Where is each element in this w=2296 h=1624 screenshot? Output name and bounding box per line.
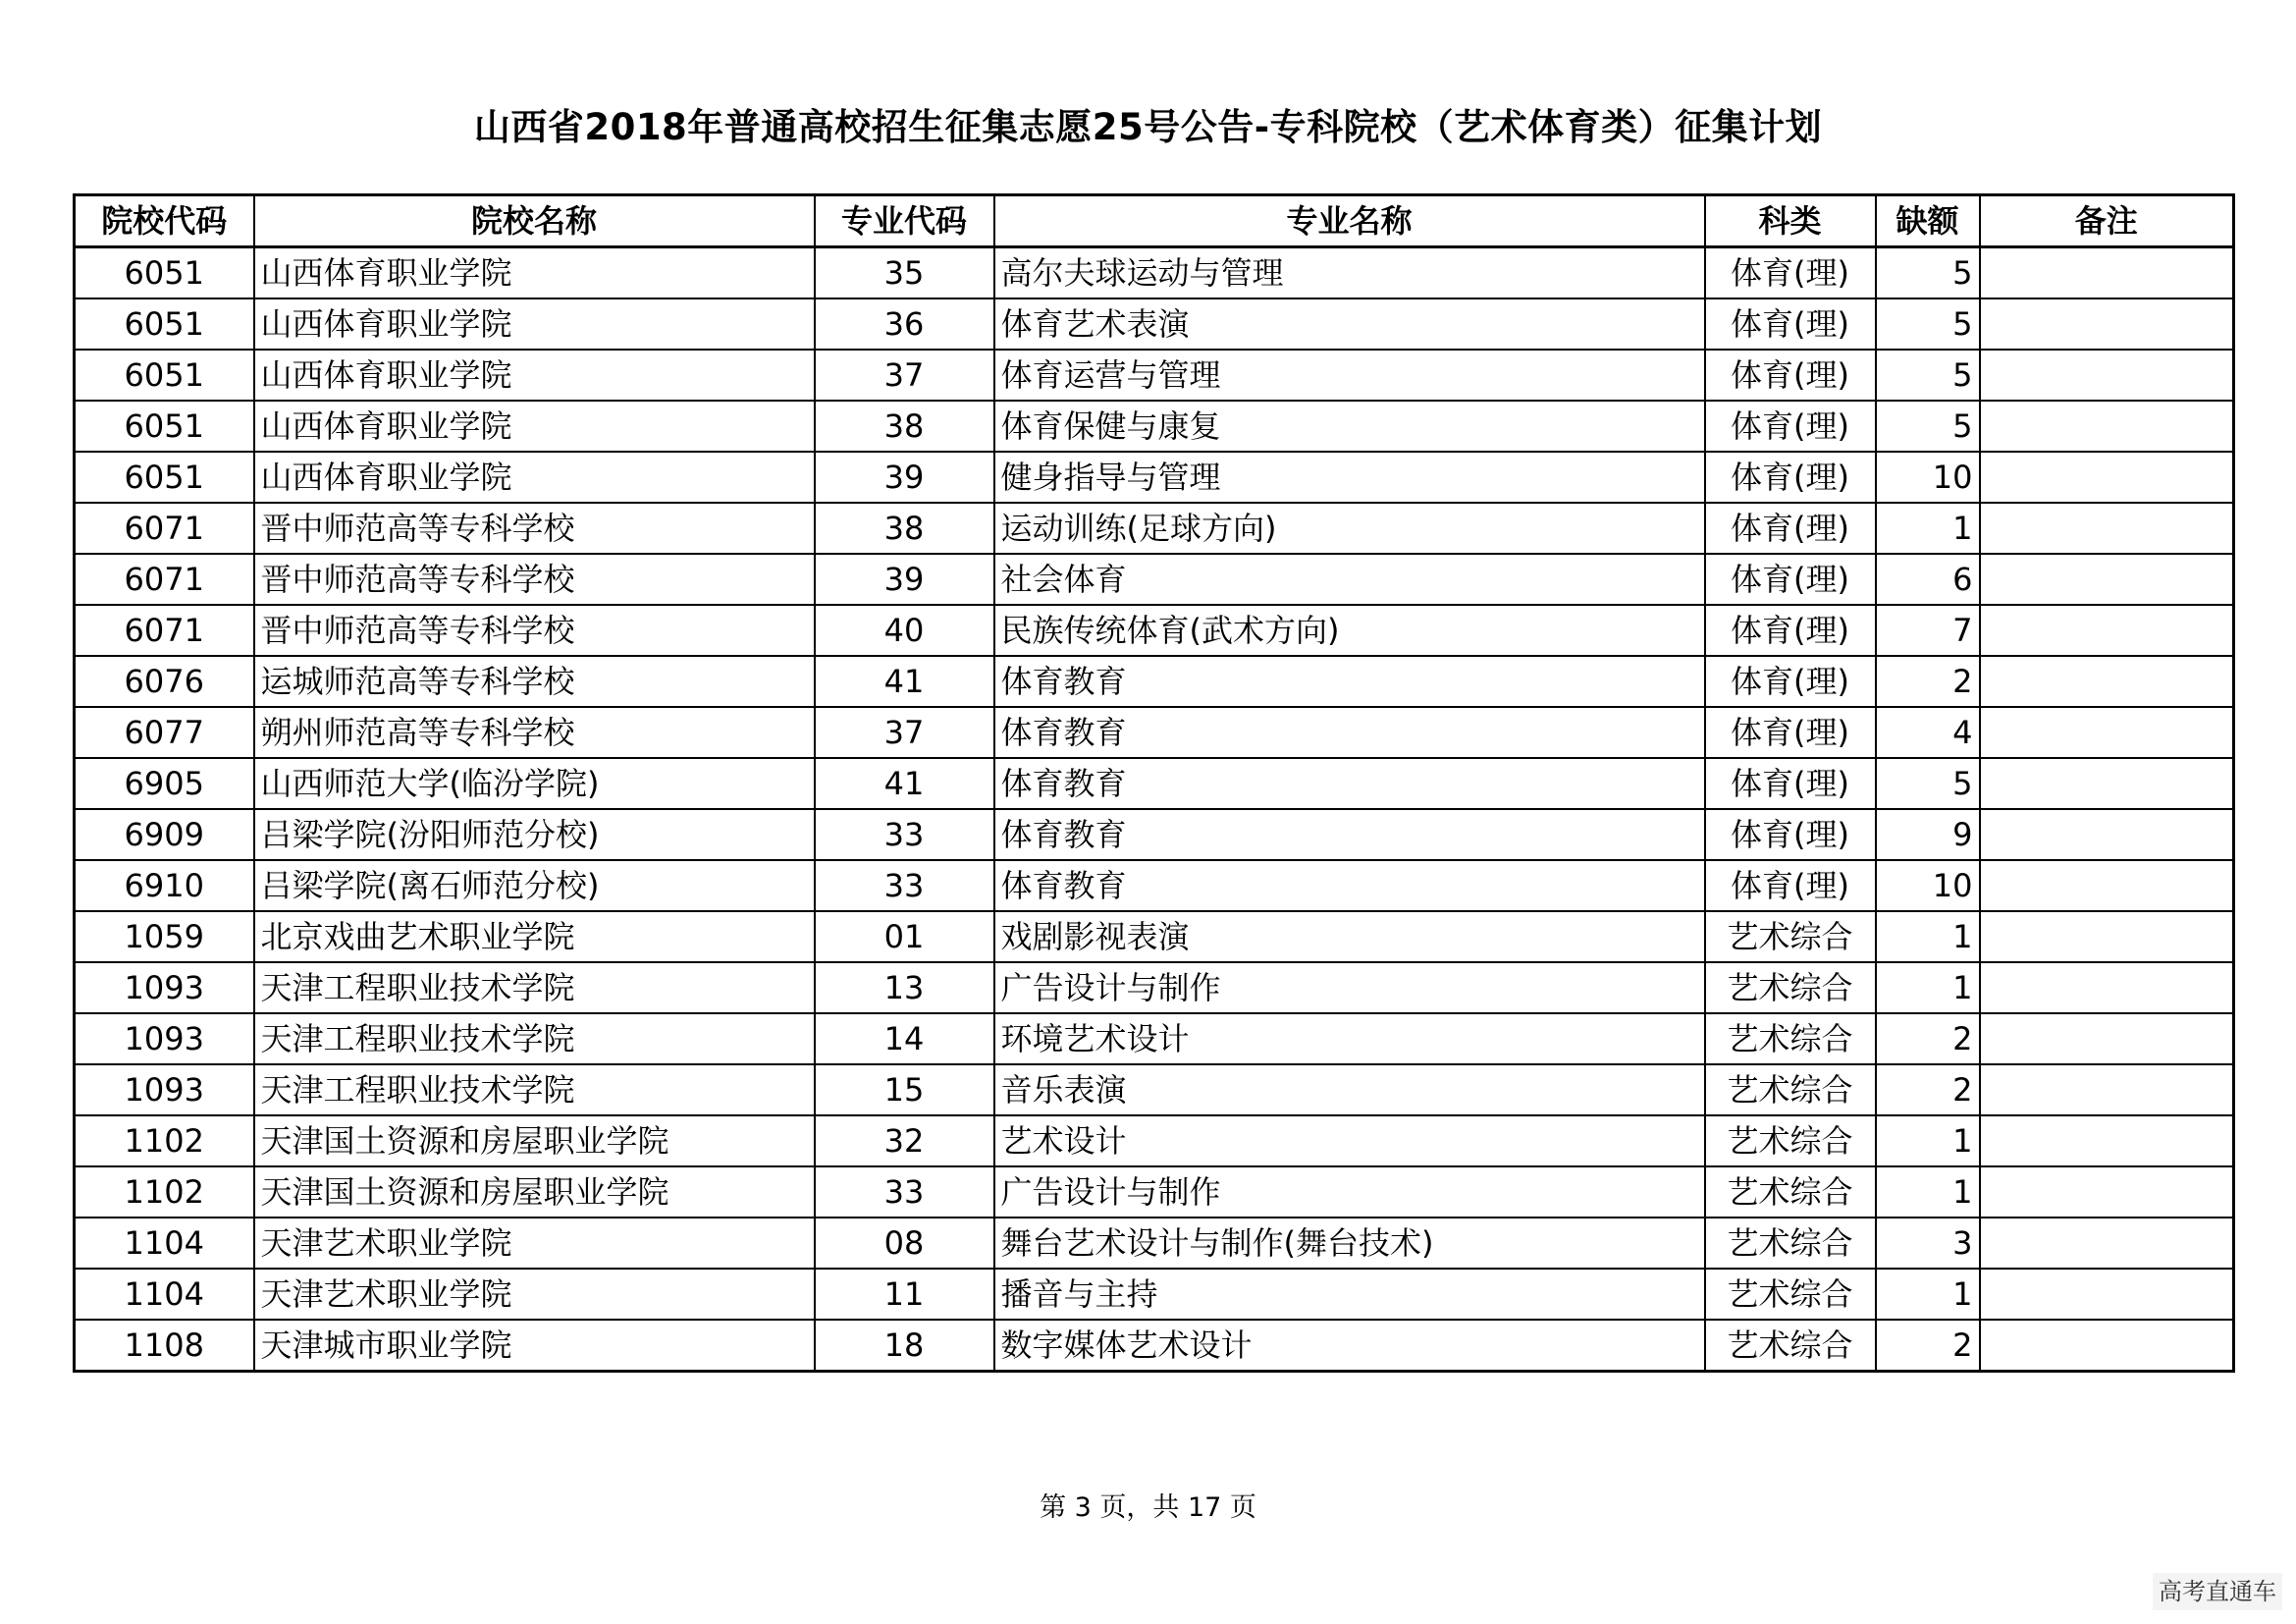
cell-major-code: 01	[815, 911, 994, 962]
cell-school-code: 6910	[75, 860, 254, 911]
cell-school-code: 1104	[75, 1218, 254, 1269]
cell-remarks	[1980, 298, 2234, 350]
cell-category: 体育(理)	[1705, 247, 1876, 299]
cell-major-name: 广告设计与制作	[994, 962, 1705, 1013]
cell-school-code: 6909	[75, 809, 254, 860]
cell-remarks	[1980, 860, 2234, 911]
enrollment-plan-table	[73, 193, 2235, 1373]
header-vacancy: 缺额	[1876, 195, 1980, 247]
cell-school-code: 6071	[75, 503, 254, 554]
cell-major-name: 音乐表演	[994, 1064, 1705, 1115]
table-row	[75, 452, 2234, 503]
cell-category: 体育(理)	[1705, 605, 1876, 656]
cell-major-name: 体育运营与管理	[994, 350, 1705, 401]
cell-school-code: 6051	[75, 452, 254, 503]
cell-category: 体育(理)	[1705, 656, 1876, 707]
cell-category: 体育(理)	[1705, 554, 1876, 605]
cell-school-name: 天津工程职业技术学院	[254, 1013, 815, 1064]
cell-major-code: 18	[815, 1320, 994, 1372]
cell-vacancy: 5	[1876, 350, 1980, 401]
cell-remarks	[1980, 1320, 2234, 1372]
cell-major-name: 体育教育	[994, 758, 1705, 809]
cell-remarks	[1980, 1013, 2234, 1064]
cell-vacancy: 5	[1876, 758, 1980, 809]
page-title: 山西省2018年普通高校招生征集志愿25号公告-专科院校（艺术体育类）征集计划	[473, 106, 1823, 148]
cell-major-name: 体育教育	[994, 707, 1705, 758]
cell-vacancy: 6	[1876, 554, 1980, 605]
cell-remarks	[1980, 758, 2234, 809]
cell-school-name: 天津城市职业学院	[254, 1320, 815, 1372]
table-row	[75, 758, 2234, 809]
cell-remarks	[1980, 554, 2234, 605]
cell-remarks	[1980, 962, 2234, 1013]
cell-major-name: 舞台艺术设计与制作(舞台技术)	[994, 1218, 1705, 1269]
cell-school-code: 6051	[75, 401, 254, 452]
cell-remarks	[1980, 1115, 2234, 1166]
cell-major-code: 08	[815, 1218, 994, 1269]
cell-major-code: 41	[815, 656, 994, 707]
cell-category: 艺术综合	[1705, 1269, 1876, 1320]
cell-school-code: 1102	[75, 1115, 254, 1166]
cell-major-code: 37	[815, 707, 994, 758]
cell-major-code: 15	[815, 1064, 994, 1115]
cell-major-code: 38	[815, 401, 994, 452]
cell-category: 体育(理)	[1705, 758, 1876, 809]
cell-major-code: 11	[815, 1269, 994, 1320]
cell-vacancy: 2	[1876, 1013, 1980, 1064]
cell-school-code: 6071	[75, 605, 254, 656]
cell-vacancy: 3	[1876, 1218, 1980, 1269]
cell-remarks	[1980, 1064, 2234, 1115]
cell-school-name: 晋中师范高等专科学校	[254, 554, 815, 605]
cell-school-code: 1093	[75, 962, 254, 1013]
cell-vacancy: 2	[1876, 1064, 1980, 1115]
cell-remarks	[1980, 1166, 2234, 1218]
cell-vacancy: 2	[1876, 1320, 1980, 1372]
cell-school-code: 6051	[75, 298, 254, 350]
cell-category: 体育(理)	[1705, 707, 1876, 758]
cell-vacancy: 1	[1876, 1269, 1980, 1320]
table-row	[75, 401, 2234, 452]
cell-major-name: 社会体育	[994, 554, 1705, 605]
table-row	[75, 605, 2234, 656]
cell-school-name: 北京戏曲艺术职业学院	[254, 911, 815, 962]
cell-school-name: 山西体育职业学院	[254, 350, 815, 401]
cell-major-code: 37	[815, 350, 994, 401]
table-row	[75, 1166, 2234, 1218]
cell-school-code: 6077	[75, 707, 254, 758]
cell-vacancy: 5	[1876, 401, 1980, 452]
cell-remarks	[1980, 1269, 2234, 1320]
table-row	[75, 298, 2234, 350]
cell-major-code: 33	[815, 809, 994, 860]
cell-category: 艺术综合	[1705, 1218, 1876, 1269]
cell-major-name: 体育保健与康复	[994, 401, 1705, 452]
table-row	[75, 1013, 2234, 1064]
cell-major-name: 体育教育	[994, 809, 1705, 860]
cell-school-code: 6051	[75, 350, 254, 401]
cell-remarks	[1980, 656, 2234, 707]
cell-major-name: 体育教育	[994, 656, 1705, 707]
table-header	[75, 195, 2234, 247]
header-major-name: 专业名称	[994, 195, 1705, 247]
cell-school-name: 天津国土资源和房屋职业学院	[254, 1166, 815, 1218]
cell-major-name: 环境艺术设计	[994, 1013, 1705, 1064]
watermark-logo: 高考直通车	[2153, 1573, 2282, 1610]
table-row	[75, 1320, 2234, 1372]
cell-vacancy: 2	[1876, 656, 1980, 707]
cell-school-name: 山西师范大学(临汾学院)	[254, 758, 815, 809]
page-number: 第 3 页，共 17 页	[1040, 1492, 1256, 1523]
cell-category: 体育(理)	[1705, 298, 1876, 350]
cell-remarks	[1980, 350, 2234, 401]
table-row	[75, 1269, 2234, 1320]
cell-major-name: 戏剧影视表演	[994, 911, 1705, 962]
cell-category: 艺术综合	[1705, 911, 1876, 962]
cell-major-name: 体育教育	[994, 860, 1705, 911]
cell-school-name: 天津艺术职业学院	[254, 1218, 815, 1269]
cell-school-name: 山西体育职业学院	[254, 247, 815, 299]
cell-category: 艺术综合	[1705, 1320, 1876, 1372]
cell-vacancy: 5	[1876, 298, 1980, 350]
cell-remarks	[1980, 503, 2234, 554]
cell-vacancy: 9	[1876, 809, 1980, 860]
cell-school-code: 1093	[75, 1064, 254, 1115]
table-row	[75, 350, 2234, 401]
cell-school-name: 山西体育职业学院	[254, 298, 815, 350]
table-row	[75, 247, 2234, 299]
cell-major-code: 38	[815, 503, 994, 554]
table-row	[75, 1218, 2234, 1269]
cell-major-code: 33	[815, 1166, 994, 1218]
header-major-code: 专业代码	[815, 195, 994, 247]
cell-major-name: 数字媒体艺术设计	[994, 1320, 1705, 1372]
header-school-name: 院校名称	[254, 195, 815, 247]
cell-school-code: 6051	[75, 247, 254, 299]
cell-school-name: 天津国土资源和房屋职业学院	[254, 1115, 815, 1166]
cell-major-code: 36	[815, 298, 994, 350]
table-row	[75, 962, 2234, 1013]
cell-school-name: 天津艺术职业学院	[254, 1269, 815, 1320]
header-school-code: 院校代码	[75, 195, 254, 247]
cell-vacancy: 10	[1876, 452, 1980, 503]
cell-major-code: 35	[815, 247, 994, 299]
cell-remarks	[1980, 401, 2234, 452]
cell-vacancy: 10	[1876, 860, 1980, 911]
cell-remarks	[1980, 707, 2234, 758]
cell-major-name: 运动训练(足球方向)	[994, 503, 1705, 554]
cell-school-code: 1059	[75, 911, 254, 962]
cell-remarks	[1980, 247, 2234, 299]
cell-major-name: 播音与主持	[994, 1269, 1705, 1320]
cell-vacancy: 5	[1876, 247, 1980, 299]
cell-school-code: 1104	[75, 1269, 254, 1320]
cell-vacancy: 1	[1876, 911, 1980, 962]
header-category: 科类	[1705, 195, 1876, 247]
cell-school-name: 吕梁学院(汾阳师范分校)	[254, 809, 815, 860]
cell-school-name: 山西体育职业学院	[254, 452, 815, 503]
cell-school-code: 1093	[75, 1013, 254, 1064]
table-row	[75, 707, 2234, 758]
cell-category: 艺术综合	[1705, 1013, 1876, 1064]
cell-remarks	[1980, 911, 2234, 962]
cell-vacancy: 7	[1876, 605, 1980, 656]
cell-category: 体育(理)	[1705, 452, 1876, 503]
cell-major-name: 体育艺术表演	[994, 298, 1705, 350]
cell-major-code: 39	[815, 554, 994, 605]
table-row	[75, 809, 2234, 860]
table-row	[75, 554, 2234, 605]
cell-remarks	[1980, 605, 2234, 656]
cell-school-code: 1108	[75, 1320, 254, 1372]
cell-major-name: 健身指导与管理	[994, 452, 1705, 503]
table-row	[75, 1064, 2234, 1115]
cell-school-name: 天津工程职业技术学院	[254, 962, 815, 1013]
cell-category: 艺术综合	[1705, 1064, 1876, 1115]
cell-major-name: 民族传统体育(武术方向)	[994, 605, 1705, 656]
cell-major-code: 14	[815, 1013, 994, 1064]
cell-major-name: 广告设计与制作	[994, 1166, 1705, 1218]
cell-school-code: 1102	[75, 1166, 254, 1218]
cell-vacancy: 1	[1876, 1166, 1980, 1218]
table-row	[75, 1115, 2234, 1166]
cell-vacancy: 1	[1876, 1115, 1980, 1166]
cell-major-code: 32	[815, 1115, 994, 1166]
table-body	[75, 247, 2234, 1372]
table-row	[75, 911, 2234, 962]
cell-major-name: 艺术设计	[994, 1115, 1705, 1166]
cell-school-name: 运城师范高等专科学校	[254, 656, 815, 707]
cell-category: 艺术综合	[1705, 962, 1876, 1013]
cell-school-name: 吕梁学院(离石师范分校)	[254, 860, 815, 911]
cell-vacancy: 1	[1876, 962, 1980, 1013]
cell-category: 体育(理)	[1705, 809, 1876, 860]
cell-school-code: 6905	[75, 758, 254, 809]
table-row	[75, 656, 2234, 707]
cell-school-name: 天津工程职业技术学院	[254, 1064, 815, 1115]
cell-category: 体育(理)	[1705, 503, 1876, 554]
cell-category: 体育(理)	[1705, 860, 1876, 911]
header-remarks: 备注	[1980, 195, 2234, 247]
cell-school-name: 朔州师范高等专科学校	[254, 707, 815, 758]
cell-major-code: 41	[815, 758, 994, 809]
cell-major-name: 高尔夫球运动与管理	[994, 247, 1705, 299]
cell-school-name: 晋中师范高等专科学校	[254, 605, 815, 656]
cell-category: 艺术综合	[1705, 1115, 1876, 1166]
cell-remarks	[1980, 1218, 2234, 1269]
cell-school-name: 山西体育职业学院	[254, 401, 815, 452]
cell-category: 体育(理)	[1705, 401, 1876, 452]
cell-remarks	[1980, 452, 2234, 503]
cell-school-name: 晋中师范高等专科学校	[254, 503, 815, 554]
cell-school-code: 6076	[75, 656, 254, 707]
cell-vacancy: 1	[1876, 503, 1980, 554]
cell-major-code: 33	[815, 860, 994, 911]
table-row	[75, 503, 2234, 554]
table-row	[75, 860, 2234, 911]
cell-category: 体育(理)	[1705, 350, 1876, 401]
cell-category: 艺术综合	[1705, 1166, 1876, 1218]
cell-major-code: 40	[815, 605, 994, 656]
header-row	[75, 195, 2234, 247]
cell-school-code: 6071	[75, 554, 254, 605]
cell-vacancy: 4	[1876, 707, 1980, 758]
cell-major-code: 13	[815, 962, 994, 1013]
cell-remarks	[1980, 809, 2234, 860]
cell-major-code: 39	[815, 452, 994, 503]
